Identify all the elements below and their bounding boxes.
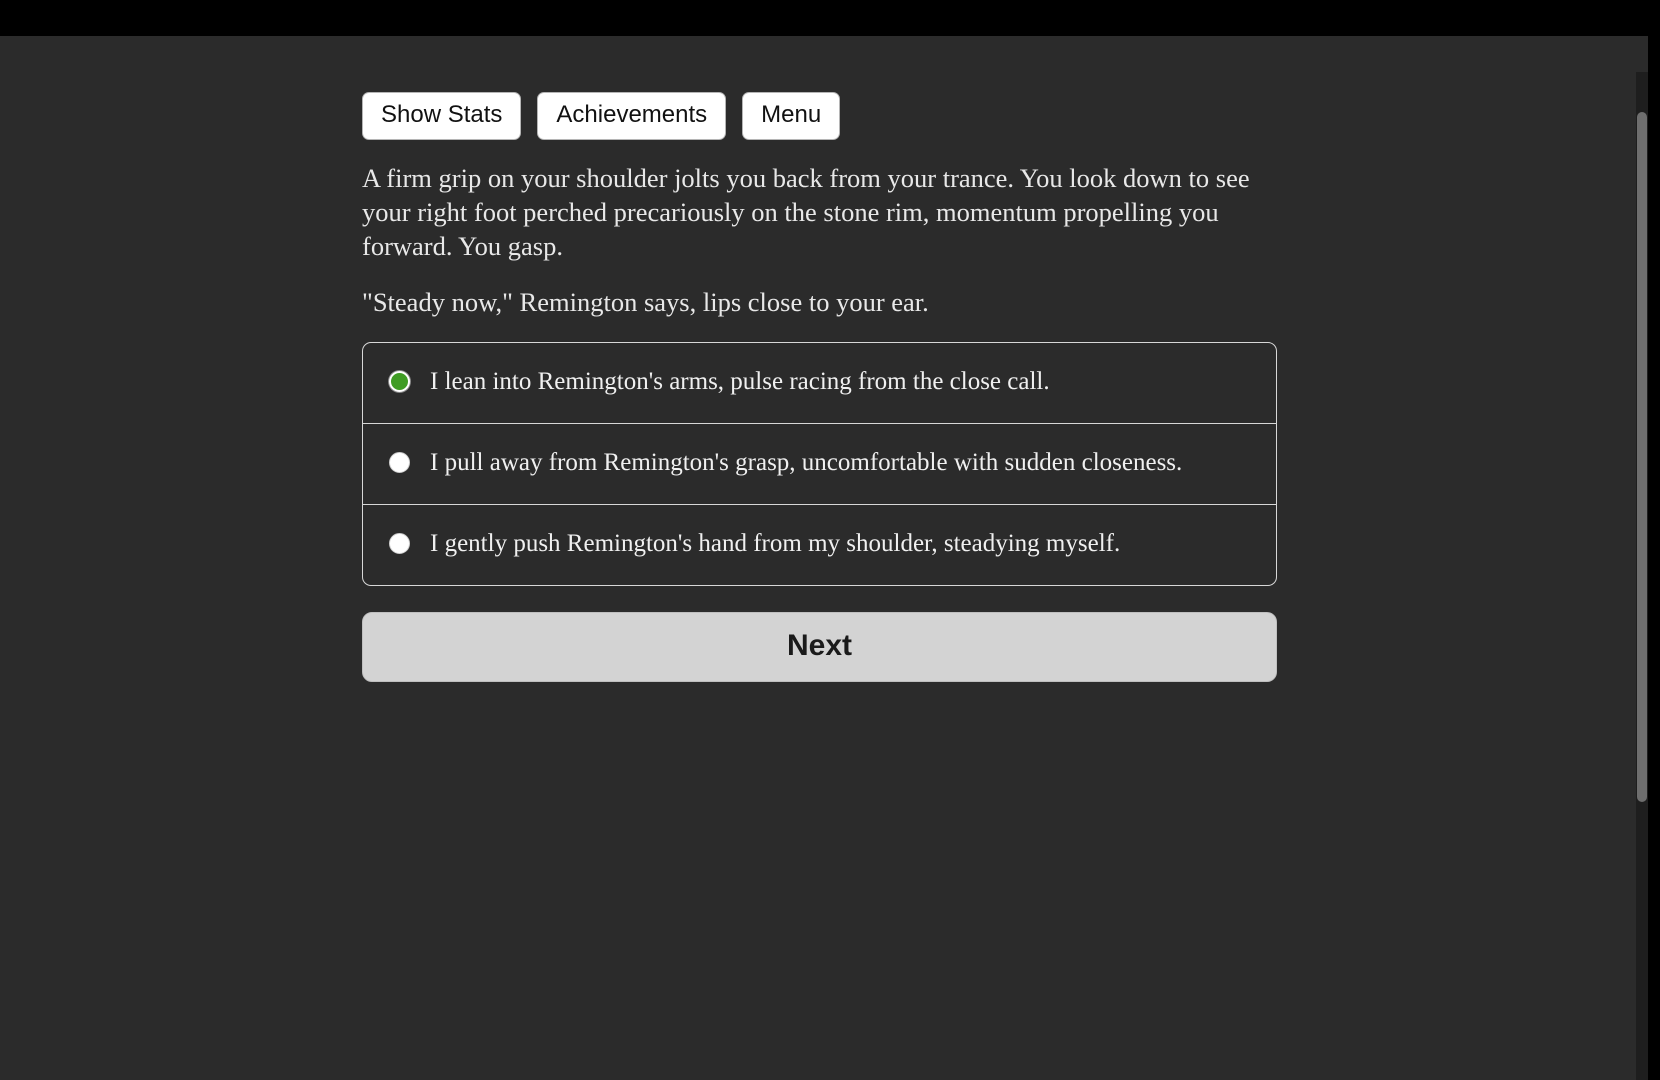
menu-button[interactable]: Menu	[742, 92, 840, 140]
story-paragraph: "Steady now," Remington says, lips close to your ear.	[362, 286, 929, 317]
choice-option[interactable]	[363, 343, 1276, 424]
vertical-scrollbar[interactable]	[1636, 72, 1648, 1080]
choice-list	[362, 342, 1277, 586]
radio-icon[interactable]	[389, 533, 410, 554]
choice-label: I lean into Remington's arms, pulse racing from the close call.	[430, 367, 1050, 395]
top-button-bar	[362, 92, 1277, 140]
achievements-button[interactable]: Achievements	[537, 92, 726, 140]
story-paragraph: A firm grip on your shoulder jolts you back from your trance. You look down to see your right foot perched precariously on the stone rim, momentum propelling you forward. You gasp.	[362, 163, 1250, 261]
choice-option[interactable]	[363, 505, 1276, 585]
next-button[interactable]: Next	[362, 612, 1277, 682]
choice-label: I gently push Remington's hand from my shoulder, steadying myself.	[430, 529, 1121, 557]
choice-option[interactable]	[363, 424, 1276, 505]
game-viewport	[0, 36, 1648, 1080]
choice-label: I pull away from Remington's grasp, uncomfortable with sudden closeness.	[430, 448, 1183, 476]
story-text	[362, 162, 1277, 320]
story-column	[362, 92, 1277, 682]
scrollbar-thumb[interactable]	[1637, 112, 1647, 802]
radio-icon[interactable]	[389, 452, 410, 473]
radio-selected-icon[interactable]	[389, 371, 410, 392]
show-stats-button[interactable]: Show Stats	[362, 92, 521, 140]
